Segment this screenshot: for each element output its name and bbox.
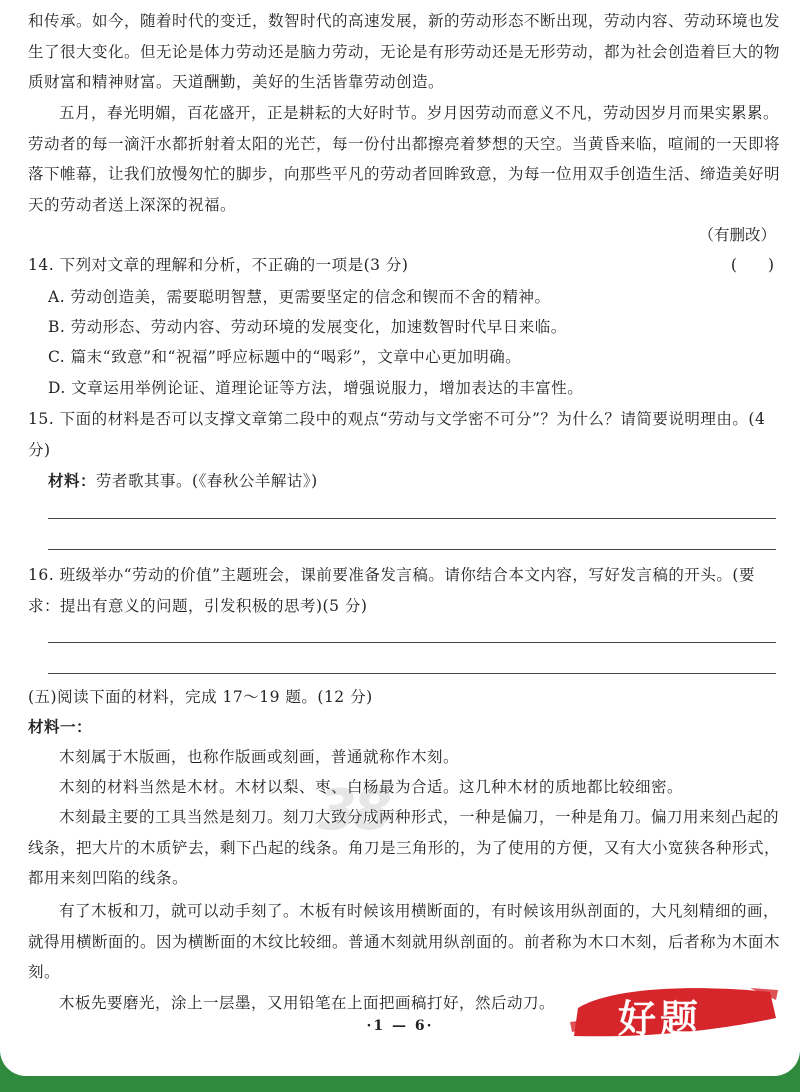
source-note: （有删改） — [698, 226, 776, 244]
q14-stem: 14. 下列对文章的理解和分析，不正确的一项是(3 分) — [28, 256, 409, 274]
material1-label: 材料一： — [28, 717, 93, 736]
q15-answer-line-2[interactable] — [48, 549, 776, 550]
q16-answer-line-1[interactable] — [48, 642, 776, 643]
q16-answer-line-2[interactable] — [48, 673, 776, 674]
q15-material-label: 材料： — [48, 471, 97, 490]
q15-stem: 15. 下面的材料是否可以支撑文章第二段中的观点“劳动与文学密不可分”？为什么？请简要说明理由。(4 分) — [28, 410, 766, 459]
badge-label: 好题 — [618, 997, 703, 1041]
section5-heading: (五)阅读下面的材料，完成 17～19 题。(12 分) — [28, 688, 373, 706]
passage-paragraph-2: 五月，春光明媚，百花盛开，正是耕耘的大好时节。岁月因劳动而意义不凡，劳动因岁月而果实累累。劳动者的每一滴汗水都折射着太阳的光芒，每一份付出都擦亮着梦想的天空。当黄昏来临，喧闹的一天即将落下帷幕，让我们放慢匆忙的脚步，向那些平凡的劳动者回眸致意，为每一位用双手创造生活、缔造美好明天的劳动者送上深深的祝福。 — [28, 104, 781, 214]
material1-para-5: 木板先要磨光，涂上一层墨，又用铅笔在上面把画稿打好，然后动刀。 — [59, 994, 556, 1012]
page-number: ·1 — 6· — [366, 1018, 434, 1034]
q14-option-d: D. 文章运用举例论证、道理论证等方法，增强说服力，增加表达的丰富性。 — [48, 379, 584, 397]
q14-option-b: B. 劳动形态、劳动内容、劳动环境的发展变化，加速数智时代早日来临。 — [48, 318, 567, 336]
material1-para-4: 有了木板和刀，就可以动手刻了。木板有时候该用横断面的，有时候该用纵剖面的，大凡刻精细的画，就得用横断面的。因为横断面的木纹比较细。普通木刻就用纵剖面的。前者称为木口木刻，后者称为木面木刻。 — [28, 902, 781, 981]
q14-option-c: C. 篇末“致意”和“祝福”呼应标题中的“喝彩”，文章中心更加明确。 — [48, 348, 522, 366]
material1-para-2: 木刻的材料当然是木材。木材以梨、枣、白杨最为合适。这几种木材的质地都比较细密。 — [59, 778, 684, 796]
q15-material — [48, 466, 780, 497]
q15-answer-line-1[interactable] — [48, 518, 776, 519]
watermark-logo: 38 — [318, 778, 388, 843]
material1-para-3: 木刻最主要的工具当然是刻刀。刻刀大致分成两种形式，一种是偏刀，一种是角刀。偏刀用来刻凸起的线条，把大片的木质铲去，剩下凸起的线条。角刀是三角形的，为了使用的方便，又有大小宽狭各种形式，都用来刻凹陷的线条。 — [28, 808, 781, 887]
q14-answer-paren[interactable]: ( ) — [730, 256, 774, 274]
q15-material-text: 劳者歌其事。(《春秋公羊解诂》) — [96, 472, 318, 490]
material1-para-1: 木刻属于木版画，也称作版画或刻画，普通就称作木刻。 — [59, 748, 460, 766]
q16-stem: 16. 班级举办“劳动的价值”主题班会，课前要准备发言稿。请你结合本文内容，写好发言稿的开头。(要求：提出有意义的问题，引发积极的思考)(5 分) — [28, 566, 755, 615]
q14-option-a: A. 劳动创造美，需要聪明智慧，更需要坚定的信念和锲而不舍的精神。 — [48, 288, 551, 306]
passage-paragraph-1: 和传承。如今，随着时代的变迁，数智时代的高速发展，新的劳动形态不断出现，劳动内容、劳动环境也发生了很大变化。但无论是体力劳动还是脑力劳动，无论是有形劳动还是无形劳动，都为社会创造着巨大的物质财富和精神财富。天道酬勤，美好的生活皆靠劳动创造。 — [28, 12, 781, 91]
